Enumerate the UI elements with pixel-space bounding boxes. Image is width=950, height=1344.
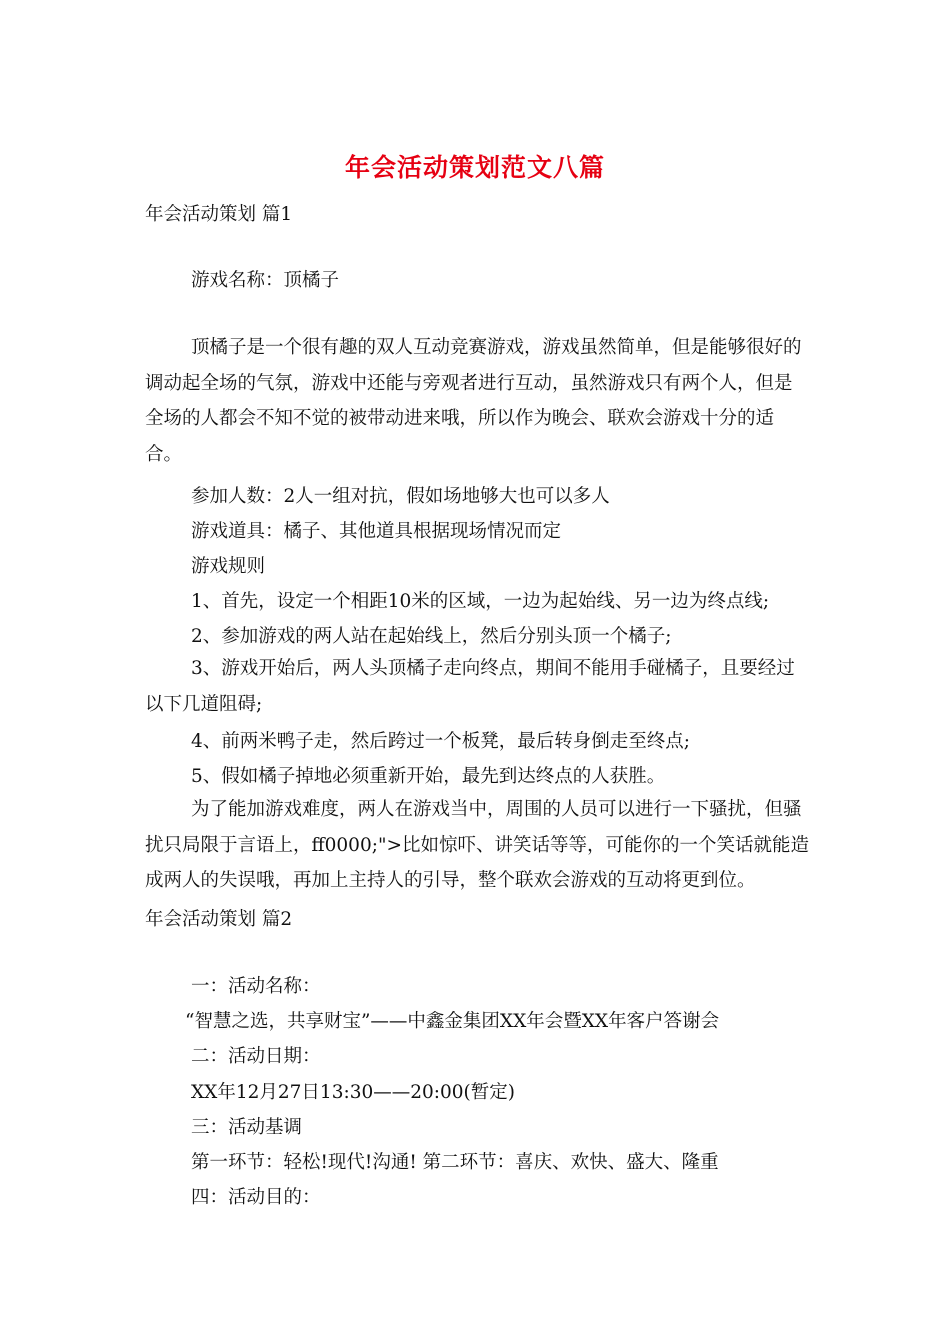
event-date-label: 二：活动日期： bbox=[191, 1046, 321, 1067]
event-purpose-label: 四：活动目的： bbox=[191, 1187, 321, 1208]
document-title: 年会活动策划范文八篇 bbox=[344, 153, 605, 182]
rule-4: 4、前两米鸭子走，然后跨过一个板凳，最后转身倒走至终点; bbox=[191, 731, 691, 752]
rules-heading: 游戏规则 bbox=[191, 556, 266, 577]
participants-line: 参加人数：2人一组对抗，假如场地够大也可以多人 bbox=[191, 486, 610, 507]
props-line: 游戏道具：橘子、其他道具根据现场情况而定 bbox=[191, 521, 562, 542]
event-tone-label: 三：活动基调 bbox=[191, 1117, 303, 1138]
rule-5: 5、假如橘子掉地必须重新开始，最先到达终点的人获胜。 bbox=[191, 766, 666, 787]
event-name-value: “智慧之选，共享财宝”——中鑫金集团XX年会暨XX年客户答谢会 bbox=[185, 1011, 720, 1032]
game-intro-paragraph: 顶橘子是一个很有趣的双人互动竞赛游戏，游戏虽然简单，但是能够很好的调动起全场的气氛，游戏中还能与旁观者进行互动，虽然游戏只有两个人，但是全场的人都会不知不觉的被带动进来哦，所以作为晚会、联欢会游戏十分的适合。 bbox=[145, 337, 802, 466]
section-2-heading: 年会活动策划 篇2 bbox=[145, 909, 293, 930]
rule-1: 1、首先，设定一个相距10米的区域，一边为起始线、另一边为终点线; bbox=[191, 591, 770, 612]
event-date-value: XX年12月27日13:30——20:00(暂定) bbox=[191, 1082, 515, 1103]
rule-3: 3、游戏开始后，两人头顶橘子走向终点，期间不能用手碰橘子，且要经过以下几道阻碍; bbox=[145, 658, 795, 715]
game-closing-paragraph: 为了能加游戏难度，两人在游戏当中，周围的人员可以进行一下骚扰，但骚扰只局限于言语上，ff0000;">比如惊吓、讲笑话等等，可能你的一个笑话就能造成两人的失误哦，再加上主持人的引导，整个联欢会游戏的互动将更到位。 bbox=[145, 799, 809, 892]
rule-2: 2、参加游戏的两人站在起始线上，然后分别头顶一个橘子; bbox=[191, 626, 672, 647]
game-name: 游戏名称：顶橘子 bbox=[191, 270, 340, 291]
section-1-heading: 年会活动策划 篇1 bbox=[145, 204, 293, 225]
event-tone-value: 第一环节：轻松!现代!沟通! 第二环节：喜庆、欢快、盛大、隆重 bbox=[191, 1152, 719, 1173]
event-name-label: 一：活动名称： bbox=[191, 976, 321, 997]
